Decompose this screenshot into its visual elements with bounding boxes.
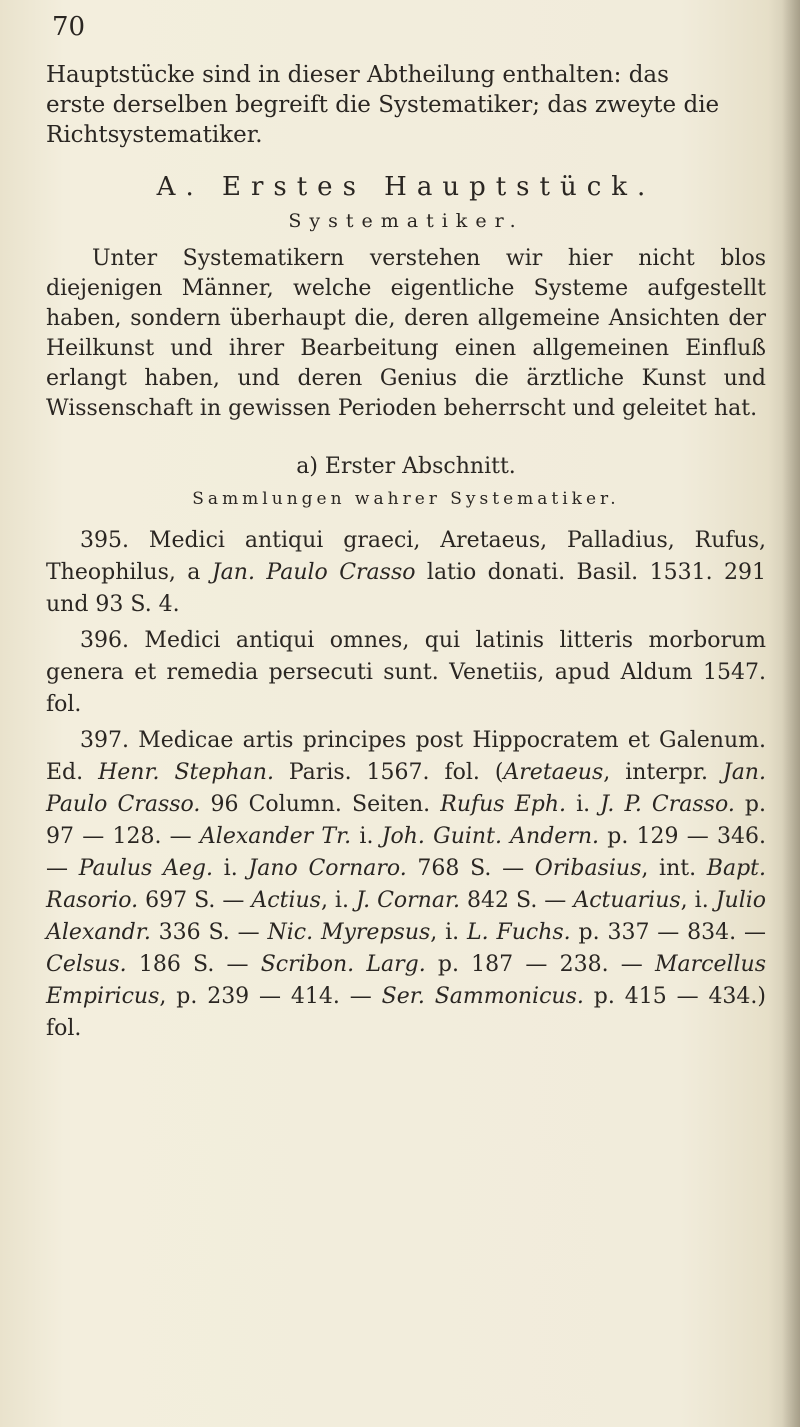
entry-text: 96 Column. Seiten. (200, 792, 441, 817)
entry-italic: Aretaeus (503, 760, 604, 785)
entry-text: 395. Medici antiqui graeci, Aretaeus, Palladius, Rufus, Theophilus, a (46, 528, 766, 585)
subsection-heading (46, 454, 766, 509)
entry-text: , i. (430, 920, 468, 945)
bibliography-entry-397 (46, 725, 766, 1045)
entry-italic: Alexander Tr. (199, 824, 352, 849)
entry-italic: Bapt. Rasorio. (46, 856, 766, 913)
entry-italic: Marcellus Empiricus (46, 952, 767, 1009)
entry-text: p. 129 — 346. — (46, 824, 767, 881)
entry-text: 768 S. — (406, 856, 535, 881)
subsection-subtitle: Sammlungen wahrer Systematiker. (192, 489, 620, 509)
entry-text: , i. (680, 888, 716, 913)
entry-italic: J. Cornar. (355, 888, 461, 913)
entry-text: p. 415 — 434.) fol. (46, 984, 767, 1041)
section-subtitle: Systematiker. (288, 210, 524, 232)
intro-paragraph (46, 60, 766, 150)
intro-line: erste derselben begreift die Systematiker; das zweyte die (46, 92, 720, 118)
entry-text: p. 337 — 834. — (570, 920, 766, 945)
entry-italic: Rufus Eph. (440, 792, 567, 817)
entry-italic: Julio Alexandr. (46, 888, 767, 945)
entry-text: , interpr. (603, 760, 723, 785)
entry-text: 396. Medici antiqui omnes, qui latinis litteris morborum genera et remedia persecuti sunt. Venetiis, apud Aldum 1547. fol. (46, 628, 766, 717)
entry-text: , int. (641, 856, 707, 881)
entry-text: 697 S. — (138, 888, 252, 913)
entry-italic: Oribasius (534, 856, 642, 881)
entry-italic: Ser. Sammonicus. (381, 984, 584, 1009)
subsection-title: a) Erster Abschnitt. (296, 454, 516, 479)
entry-text: i. (566, 792, 601, 817)
bibliography-entry-395 (46, 525, 766, 621)
entry-italic: Actius (251, 888, 321, 913)
entry-text: , i. (320, 888, 356, 913)
bibliography-list (46, 525, 766, 1045)
entry-italic: Celsus. (46, 952, 127, 977)
entry-italic: Scribon. Larg. (260, 952, 426, 977)
book-page (46, 12, 766, 1049)
entry-italic: Joh. Guint. Andern. (381, 824, 600, 849)
entry-text: p. 97 — 128. — (46, 792, 767, 849)
entry-italic: Jano Cornaro. (248, 856, 407, 881)
section-title: A. Erstes Hauptstück. (156, 172, 656, 202)
section-body-paragraph: Unter Systematikern verstehen wir hier nicht blos diejenigen Männer, welche eigentliche Systeme aufgestellt haben, sondern überhaupt die, deren allgemeine Ansichten der Heilkunst und ihrer Bearbeitung einen allgemeinen Einfluß erlangt haben, und deren Genius die ärztliche Kunst und Wissenschaft in gewissen Perioden beherrscht und geleitet hat. (46, 246, 766, 421)
bibliography-entry-396 (46, 625, 766, 721)
entry-text: 397. Medicae artis principes post Hippocratem et Galenum. Ed. (46, 728, 766, 785)
entry-text: Paris. 1567. fol. ( (273, 760, 504, 785)
entry-text: i. (212, 856, 249, 881)
entry-italic: Jan. Paulo Crasso. (46, 760, 766, 817)
page-number: 70 (52, 12, 86, 42)
entry-italic: J. P. Crasso. (600, 792, 735, 817)
entry-italic: Nic. Myrepsus (267, 920, 431, 945)
entry-text: p. 187 — 238. — (425, 952, 655, 977)
entry-text: , p. 239 — 414. — (159, 984, 382, 1009)
entry-text: 336 S. — (150, 920, 268, 945)
section-heading (46, 172, 766, 232)
entry-italic: L. Fuchs. (467, 920, 571, 945)
intro-line: Richtsystematiker. (46, 122, 263, 148)
page-edge-shadow (782, 0, 800, 1427)
entry-italic: Paulus Aeg. (78, 856, 213, 881)
entry-italic: Henr. Stephan. (98, 760, 274, 785)
entry-text: i. (351, 824, 382, 849)
entry-text: 186 S. — (126, 952, 261, 977)
entry-text: latio donati. Basil. 1531. 291 und 93 S. 4. (46, 560, 766, 617)
intro-line: Hauptstücke sind in dieser Abtheilung enthalten: das (46, 62, 669, 88)
entry-italic: Jan. Paulo Crasso (211, 560, 416, 585)
entry-text: 842 S. — (460, 888, 574, 913)
entry-italic: Actuarius (573, 888, 681, 913)
